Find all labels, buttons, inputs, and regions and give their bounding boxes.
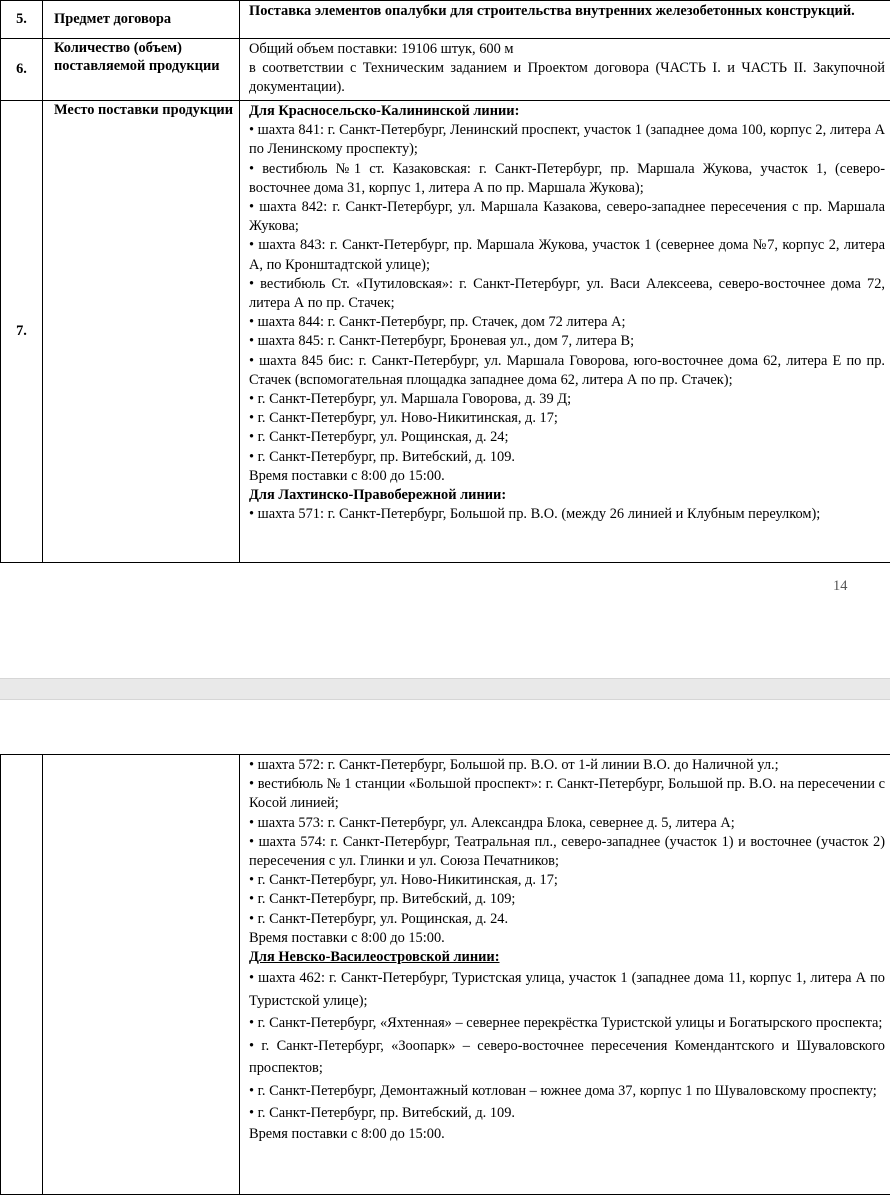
table-row-5 xyxy=(1,1,890,39)
delivery-address-item: • г. Санкт-Петербург, пр. Витебский, д. 109. xyxy=(249,448,885,467)
delivery-address-item: • шахта 572: г. Санкт-Петербург, Большой пр. В.О. от 1-й линии В.О. до Наличной ул.; xyxy=(249,756,885,775)
delivery-address-item: • шахта 845: г. Санкт-Петербург, Броневая ул., дом 7, литера В; xyxy=(249,332,885,351)
quantity-reference: в соответствии с Техническим заданием и Проектом договора (ЧАСТЬ I. и ЧАСТЬ II. Закупочной документации). xyxy=(249,59,885,97)
delivery-address-item: • г. Санкт-Петербург, ул. Рощинская, д. 24; xyxy=(249,428,885,447)
delivery-address-item: • г. Санкт-Петербург, ул. Ново-Никитинская, д. 17; xyxy=(249,409,885,428)
delivery-locations-continued xyxy=(240,755,890,1195)
procurement-info-table-continued xyxy=(0,754,890,1195)
row-label-empty xyxy=(43,755,240,1195)
delivery-address-item: • г. Санкт-Петербург, «Яхтенная» – севернее перекрёстка Туристской улицы и Богатырского проспекта; xyxy=(249,1012,885,1035)
delivery-address-item: • г. Санкт-Петербург, ул. Ново-Никитинская, д. 17; xyxy=(249,871,885,890)
delivery-address-list xyxy=(249,756,885,929)
delivery-address-item: • шахта 841: г. Санкт-Петербург, Ленинский проспект, участок 1 (западнее дома 100, корпус 2, литера А по Ленинскому проспекту); xyxy=(249,121,885,159)
delivery-address-item: • шахта 845 бис: г. Санкт-Петербург, ул. Маршала Говорова, юго-восточнее дома 62, литера Е по пр. Стачек (вспомогательная площадка западнее дома 62, литера А по пр. Стачек); xyxy=(249,352,885,390)
delivery-address-item: • вестибюль №1 ст. Казаковская: г. Санкт-Петербург, пр. Маршала Жукова, участок 1, (северо-восточнее дома 31, корпус 1, литера А по пр. Маршала Жукова); xyxy=(249,160,885,198)
delivery-address-item: • вестибюль № 1 станции «Большой проспект»: г. Санкт-Петербург, Большой пр. В.О. на пересечении с Косой линией; xyxy=(249,775,885,813)
row-number: 6. xyxy=(1,39,43,101)
delivery-address-item: • г. Санкт-Петербург, пр. Витебский, д. 109. xyxy=(249,1102,885,1125)
delivery-locations xyxy=(240,101,890,563)
page-separator xyxy=(0,678,890,700)
line-heading-nevsko-vasileostrovskaya: Для Невско-Василеостровской линии: xyxy=(249,948,885,967)
table-row-7-continued xyxy=(1,755,890,1195)
line-heading-lakhtinsko-pravoberezhnaya: Для Лахтинско-Правобережной линии: xyxy=(249,486,885,505)
delivery-address-item: • г. Санкт-Петербург, Демонтажный котлован – южнее дома 37, корпус 1 по Шуваловскому проспекту; xyxy=(249,1080,885,1103)
delivery-address-item: • шахта 842: г. Санкт-Петербург, ул. Маршала Казакова, северо-западнее пересечения с пр. Маршала Жукова; xyxy=(249,198,885,236)
delivery-address-item: • шахта 573: г. Санкт-Петербург, ул. Александра Блока, севернее д. 5, литера А; xyxy=(249,814,885,833)
quantity-total: Общий объем поставки: 19106 штук, 600 м xyxy=(249,40,885,59)
delivery-address-item: • г. Санкт-Петербург, «Зоопарк» – северо-восточнее пересечения Комендантского и Шуваловского проспектов; xyxy=(249,1035,885,1080)
delivery-address-list xyxy=(249,505,885,524)
delivery-address-list xyxy=(249,967,885,1125)
delivery-address-item: • шахта 843: г. Санкт-Петербург, пр. Маршала Жукова, участок 1 (севернее дома №7, корпус 2, литера А, по Кронштадтской улице); xyxy=(249,236,885,274)
delivery-address-item: • г. Санкт-Петербург, пр. Витебский, д. 109; xyxy=(249,890,885,909)
delivery-address-item: • шахта 462: г. Санкт-Петербург, Туристская улица, участок 1 (западнее дома 11, корпус 1, литера А по Туристской улице); xyxy=(249,967,885,1012)
delivery-address-item: • вестибюль Ст. «Путиловская»: г. Санкт-Петербург, ул. Васи Алексеева, северо-восточнее дома 72, литера А по пр. Стачек; xyxy=(249,275,885,313)
delivery-address-item: • г. Санкт-Петербург, ул. Рощинская, д. 24. xyxy=(249,910,885,929)
delivery-address-list xyxy=(249,121,885,467)
row-number: 7. xyxy=(1,101,43,563)
delivery-address-item: • шахта 844: г. Санкт-Петербург, пр. Стачек, дом 72 литера А; xyxy=(249,313,885,332)
row-label: Место поставки продукции xyxy=(43,101,240,563)
quantity-value xyxy=(240,39,890,101)
table-row-7 xyxy=(1,101,890,563)
row-label: Количество (объем) поставляемой продукции xyxy=(43,39,240,101)
row-number: 5. xyxy=(1,1,43,39)
delivery-address-item: • г. Санкт-Петербург, ул. Маршала Говорова, д. 39 Д; xyxy=(249,390,885,409)
delivery-address-item: • шахта 574: г. Санкт-Петербург, Театральная пл., северо-западнее (участок 1) и восточнее (участок 2) пересечения с ул. Глинки и ул. Союза Печатников; xyxy=(249,833,885,871)
delivery-address-item: • шахта 571: г. Санкт-Петербург, Большой пр. В.О. (между 26 линией и Клубным переулком); xyxy=(249,505,885,524)
table-row-6 xyxy=(1,39,890,101)
page-number: 14 xyxy=(833,578,847,595)
delivery-time: Время поставки с 8:00 до 15:00. xyxy=(249,1125,885,1144)
contract-subject-value: Поставка элементов опалубки для строительства внутренних железобетонных конструкций. xyxy=(240,1,890,39)
document-page-15 xyxy=(0,700,890,1186)
row-label: Предмет договора xyxy=(43,1,240,39)
procurement-info-table xyxy=(0,0,890,563)
delivery-time: Время поставки с 8:00 до 15:00. xyxy=(249,467,885,486)
delivery-time: Время поставки с 8:00 до 15:00. xyxy=(249,929,885,948)
row-number-empty xyxy=(1,755,43,1195)
line-heading-krasnoselsko-kalininskaya: Для Красносельско-Калининской линии: xyxy=(249,102,885,121)
